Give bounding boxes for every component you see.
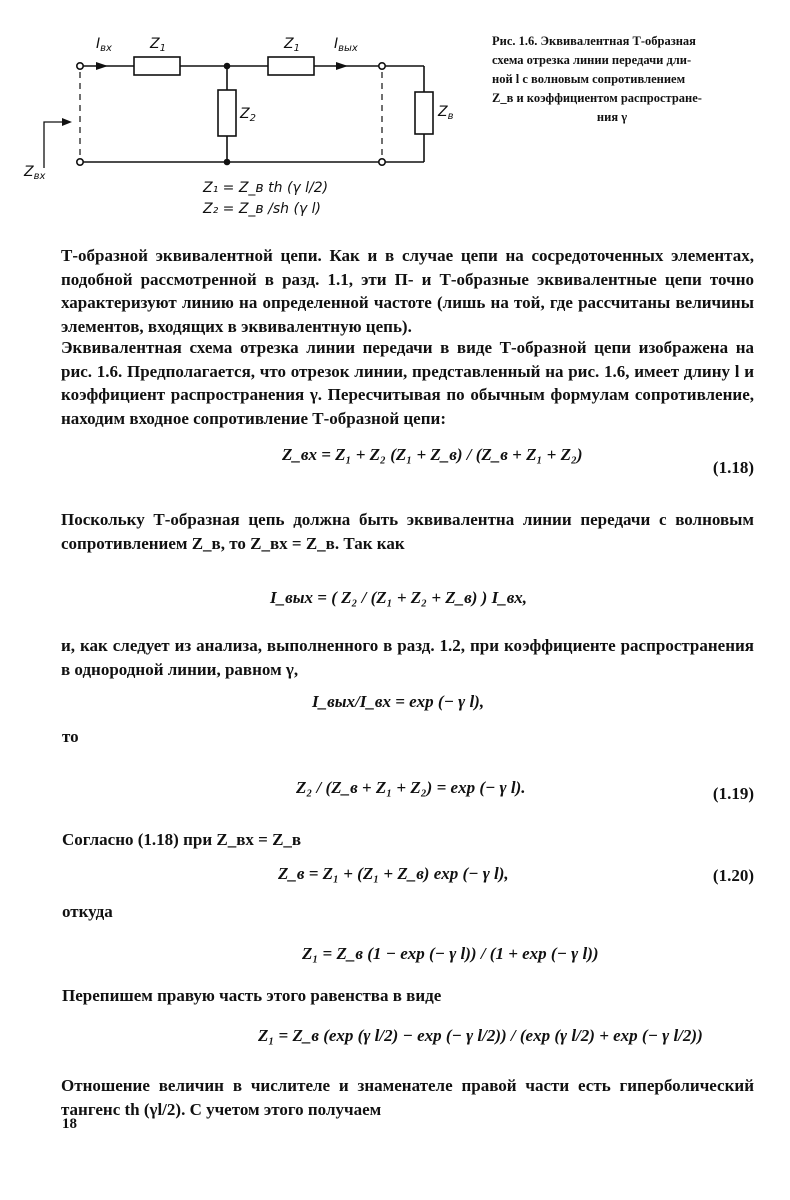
label-zin: $Z_{вх}$ (24, 164, 46, 182)
paragraph-7: откуда (62, 902, 113, 921)
i-out-arrow-head (336, 62, 348, 70)
terminal-out-top (379, 63, 385, 69)
label-z1-left: $Z_1$ (150, 36, 166, 54)
equation-1-19: Z₂ / (Z_в + Z₁ + Z₂) = exp (− γ l). (296, 778, 526, 797)
equation-1-18: Z_вх = Z₁ + Z₂ (Z₁ + Z_в) / (Z_в + Z₁ + Z₂) (282, 445, 583, 464)
caption-line: схема отрезка линии передачи дли- (492, 53, 692, 67)
paragraph-9: Отношение величин в числителе и знаменателе правой части есть гиперболический тангенс th (γl/2). С учетом этого получаем (61, 1076, 754, 1119)
equation-1-20: Z_в = Z₁ + (Z₁ + Z_в) exp (− γ l), (278, 864, 509, 883)
terminal-in-bottom (77, 159, 83, 165)
paragraph-5: то (62, 727, 79, 746)
equation-z1-exp: Z₁ = Z_в (1 − exp (− γ l)) / (1 + exp (− γ l)) (302, 944, 599, 963)
label-i-out: $I_{вых}$ (334, 36, 358, 54)
equation-1-18-number: (1.18) (712, 458, 754, 477)
z1-right-resistor (268, 57, 314, 75)
paragraph-8: Перепишем правую часть этого равенства в виде (62, 986, 442, 1005)
node-top (225, 64, 230, 69)
z2-resistor (218, 90, 236, 136)
label-z2: $Z_2$ (240, 106, 256, 124)
label-i-in: $I_{вх}$ (96, 36, 112, 54)
zin-arrow-head (62, 118, 72, 126)
paragraph-2: Эквивалентная схема отрезка линии передачи в виде Т-образной цепи изображена на рис. 1.6. Предполагается, что отрезок линии, представленный на рис. 1.6, имеет длину l и коэффициент распространения γ. Пересчитывая по обычным формулам сопротивление, находим входное сопротивление Т-образной цепи: (61, 338, 754, 428)
equation-z1-half: Z₁ = Z_в (exp (γ l/2) − exp (− γ l/2)) / (exp (γ l/2) + exp (− γ l/2)) (258, 1026, 703, 1045)
caption-line: ния γ (596, 110, 628, 124)
equation-1-19-number: (1.19) (712, 784, 754, 803)
figure-caption (492, 32, 732, 127)
equation-current-ratio: I_вых/I_вх = exp (− γ l), (312, 692, 485, 711)
terminal-out-bottom (379, 159, 385, 165)
label-zv: $Z_в$ (438, 104, 454, 122)
caption-line: Z_в и коэффициентом распростране- (492, 91, 702, 105)
zin-arrow-line (44, 122, 62, 168)
paragraph-3: Поскольку Т-образная цепь должна быть эквивалентна линии передачи с волновым сопротивлением Z_в, то Z_вх = Z_в. Так как (61, 510, 754, 553)
paragraph-6: Согласно (1.18) при Z_вх = Z_в (62, 830, 302, 849)
paragraph-4: и, как следует из анализа, выполненного в разд. 1.2, при коэффициенте распространения в однородной линии, равном γ, (61, 636, 754, 679)
z1-left-resistor (134, 57, 180, 75)
page-number: 18 (62, 1116, 77, 1132)
equation-1-20-number: (1.20) (712, 866, 754, 885)
caption-line: Рис. 1.6. Эквивалентная Т-образная (492, 34, 696, 48)
paragraph-1: Т-образной эквивалентной цепи. Как и в случае цепи на сосредоточенных элементах, подобной рассмотренной в разд. 1.1, эти П- и Т-образные эквивалентные цепи точно характеризуют линию на определенной частоте (лишь на той, где рассчитаны величины элементов, входящих в эквивалентную цепь). (61, 246, 754, 336)
caption-line: ной l с волновым сопротивлением (492, 72, 686, 86)
zv-resistor (415, 92, 433, 134)
i-in-arrow-head (96, 62, 108, 70)
figure-1-6 (0, 0, 480, 240)
terminal-in-top (77, 63, 83, 69)
label-z1-right: $Z_1$ (284, 36, 300, 54)
figure-equation-z1: Z₁ = Z_в th (γ l/2) (203, 180, 329, 196)
node-bottom (225, 160, 230, 165)
figure-equation-z2: Z₂ = Z_в /sh (γ l) (203, 201, 322, 217)
equation-i-out: I_вых = ( Z₂ / (Z₁ + Z₂ + Z_в) ) I_вх, (270, 588, 528, 607)
